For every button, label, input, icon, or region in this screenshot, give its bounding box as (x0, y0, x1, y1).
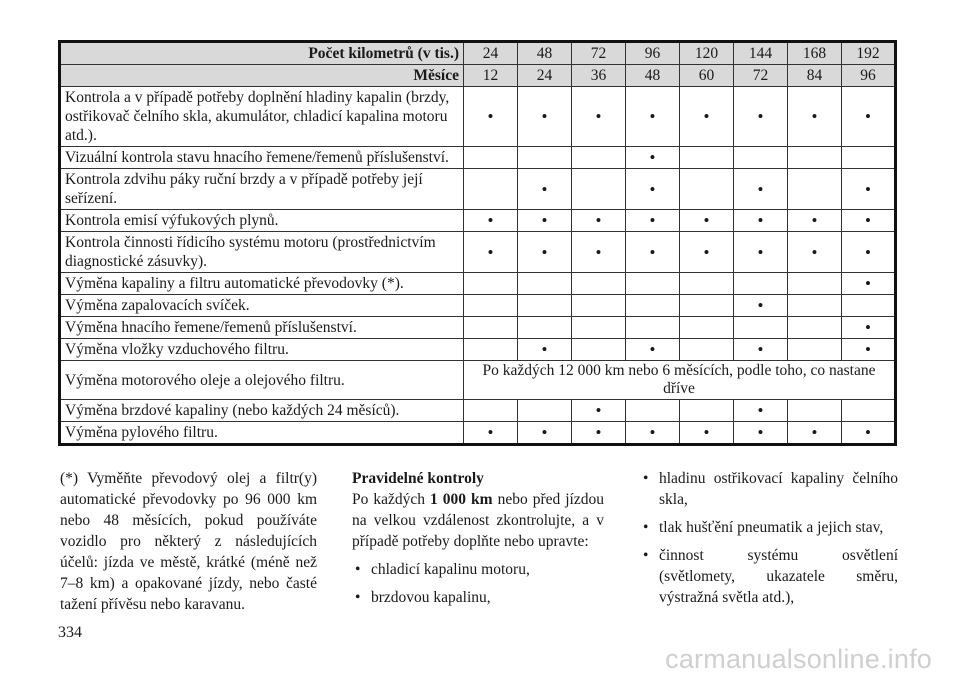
empty-cell (572, 147, 626, 169)
service-due-mark: • (734, 295, 788, 317)
service-item-label: Vizuální kontrola stavu hnacího řemene/řemenů příslušenství. (60, 147, 464, 169)
empty-cell (680, 147, 734, 169)
table-row (60, 400, 896, 422)
empty-cell (464, 273, 518, 295)
month-value: 24 (518, 65, 572, 87)
empty-cell (680, 169, 734, 210)
table-row (60, 147, 896, 169)
service-due-mark: • (626, 147, 680, 169)
service-due-mark: • (626, 232, 680, 273)
periodic-checks-title: Pravidelné kontroly (352, 470, 484, 487)
service-due-mark: • (842, 422, 896, 445)
service-due-mark: • (734, 87, 788, 147)
empty-cell (518, 400, 572, 422)
checks-list-left (352, 559, 604, 608)
service-item-label: Kontrola zdvihu páky ruční brzdy a v případě potřeby její seřízení. (60, 169, 464, 210)
intro-text-start: Po každých (352, 491, 431, 508)
service-due-mark: • (734, 422, 788, 445)
interval-note: Po každých 12 000 km nebo 6 měsících, podle toho, co nastane dříve (464, 361, 896, 400)
table-row (60, 273, 896, 295)
service-due-mark: • (518, 87, 572, 147)
month-value: 96 (842, 65, 896, 87)
list-item: • brzdovou kapalinu, (352, 587, 604, 608)
intro-text-end: nebo před jízdou na velkou vzdálenost zkontrolujte, a v případě potřeby doplňte nebo upravte: (352, 491, 604, 550)
service-due-mark: • (842, 317, 896, 339)
km-value: 144 (734, 42, 788, 65)
periodic-checks-column (352, 468, 604, 615)
schedule-body (60, 42, 896, 445)
empty-cell (464, 317, 518, 339)
km-value: 48 (518, 42, 572, 65)
empty-cell (572, 339, 626, 361)
empty-cell (626, 317, 680, 339)
empty-cell (572, 273, 626, 295)
empty-cell (518, 273, 572, 295)
km-header-label: Počet kilometrů (v tis.) (60, 42, 464, 65)
service-due-mark: • (734, 400, 788, 422)
checks-list-column-right (640, 468, 898, 615)
service-due-mark: • (572, 232, 626, 273)
km-value: 192 (842, 42, 896, 65)
table-row (60, 339, 896, 361)
service-due-mark: • (572, 210, 626, 232)
empty-cell (464, 169, 518, 210)
empty-cell (734, 317, 788, 339)
service-due-mark: • (464, 87, 518, 147)
checks-list-right (640, 468, 898, 608)
service-due-mark: • (572, 400, 626, 422)
empty-cell (680, 339, 734, 361)
service-due-mark: • (680, 87, 734, 147)
table-row (60, 361, 896, 400)
service-due-mark: • (518, 339, 572, 361)
service-due-mark: • (788, 210, 842, 232)
table-row (60, 87, 896, 147)
service-due-mark: • (842, 273, 896, 295)
service-item-label: Kontrola emisí výfukových plynů. (60, 210, 464, 232)
month-value: 72 (734, 65, 788, 87)
empty-cell (464, 339, 518, 361)
service-due-mark: • (626, 210, 680, 232)
service-item-label: Kontrola a v případě potřeby doplnění hladiny kapalin (brzdy, ostřikovač čelního skla, akumulátor, chladicí kapalina motoru atd.). (60, 87, 464, 147)
table-row (60, 295, 896, 317)
month-value: 12 (464, 65, 518, 87)
intro-distance: 1 000 km (430, 491, 493, 508)
list-item: • tlak hušťění pneumatik a jejich stav, (640, 517, 898, 538)
empty-cell (626, 273, 680, 295)
service-item-label: Výměna pylového filtru. (60, 422, 464, 445)
service-due-mark: • (464, 210, 518, 232)
month-value: 36 (572, 65, 626, 87)
empty-cell (788, 317, 842, 339)
empty-cell (842, 400, 896, 422)
service-due-mark: • (464, 232, 518, 273)
month-value: 48 (626, 65, 680, 87)
list-item: • činnost systému osvětlení (světlomety, ukazatele směru, výstražná světla atd.), (640, 545, 898, 608)
empty-cell (788, 273, 842, 295)
service-due-mark: • (680, 422, 734, 445)
km-value: 120 (680, 42, 734, 65)
periodic-checks-intro (352, 489, 604, 552)
empty-cell (680, 400, 734, 422)
service-due-mark: • (842, 87, 896, 147)
service-due-mark: • (518, 210, 572, 232)
table-row (60, 169, 896, 210)
service-due-mark: • (680, 232, 734, 273)
service-due-mark: • (626, 169, 680, 210)
empty-cell (626, 400, 680, 422)
service-due-mark: • (842, 232, 896, 273)
page-number: 334 (58, 624, 82, 641)
table-row (60, 422, 896, 445)
empty-cell (842, 147, 896, 169)
km-value: 96 (626, 42, 680, 65)
table-row (60, 210, 896, 232)
service-item-label: Výměna motorového oleje a olejového filtru. (60, 361, 464, 400)
service-due-mark: • (518, 169, 572, 210)
empty-cell (464, 400, 518, 422)
empty-cell (518, 295, 572, 317)
footnote-text: (*) Vyměňte převodový olej a filtr(y) automatické převodovky po 96 000 km nebo 48 měsících, pokud používáte vozidlo pro některý z následujících účelů: jízda ve městě, krátké (méně než 7–8 km) a opakované jízdy, nebo časté tažení přívěsu nebo karavanu. (60, 470, 317, 613)
watermark-text: carmanualsonline.info (665, 644, 932, 674)
empty-cell (788, 295, 842, 317)
service-due-mark: • (572, 87, 626, 147)
service-due-mark: • (680, 210, 734, 232)
service-item-label: Výměna hnacího řemene/řemenů příslušenství. (60, 317, 464, 339)
empty-cell (626, 295, 680, 317)
empty-cell (518, 317, 572, 339)
maintenance-schedule-table (58, 40, 897, 446)
empty-cell (572, 317, 626, 339)
table-row (60, 317, 896, 339)
empty-cell (788, 400, 842, 422)
empty-cell (788, 147, 842, 169)
month-value: 60 (680, 65, 734, 87)
empty-cell (734, 273, 788, 295)
service-due-mark: • (842, 169, 896, 210)
empty-cell (842, 295, 896, 317)
empty-cell (734, 147, 788, 169)
service-due-mark: • (518, 422, 572, 445)
empty-cell (518, 147, 572, 169)
service-due-mark: • (734, 232, 788, 273)
empty-cell (680, 295, 734, 317)
service-item-label: Výměna zapalovacích svíček. (60, 295, 464, 317)
service-due-mark: • (788, 232, 842, 273)
service-item-label: Výměna vložky vzduchového filtru. (60, 339, 464, 361)
service-due-mark: • (734, 339, 788, 361)
service-due-mark: • (572, 422, 626, 445)
service-due-mark: • (464, 422, 518, 445)
service-due-mark: • (734, 169, 788, 210)
empty-cell (572, 169, 626, 210)
km-value: 168 (788, 42, 842, 65)
month-value: 84 (788, 65, 842, 87)
empty-cell (464, 295, 518, 317)
service-due-mark: • (518, 232, 572, 273)
service-due-mark: • (626, 422, 680, 445)
km-value: 72 (572, 42, 626, 65)
service-item-label: Kontrola činnosti řídicího systému motoru (prostřednictvím diagnostické zásuvky). (60, 232, 464, 273)
empty-cell (572, 295, 626, 317)
empty-cell (464, 147, 518, 169)
km-header-row (60, 42, 896, 65)
km-value: 24 (464, 42, 518, 65)
empty-cell (788, 339, 842, 361)
empty-cell (788, 169, 842, 210)
service-item-label: Výměna kapaliny a filtru automatické převodovky (*). (60, 273, 464, 295)
service-due-mark: • (626, 339, 680, 361)
service-due-mark: • (842, 210, 896, 232)
months-header-row (60, 65, 896, 87)
empty-cell (680, 273, 734, 295)
service-due-mark: • (788, 87, 842, 147)
list-item: • chladicí kapalinu motoru, (352, 559, 604, 580)
service-due-mark: • (842, 339, 896, 361)
table-row (60, 232, 896, 273)
service-item-label: Výměna brzdové kapaliny (nebo každých 24 měsíců). (60, 400, 464, 422)
service-due-mark: • (734, 210, 788, 232)
list-item: • hladinu ostřikovací kapaliny čelního skla, (640, 468, 898, 510)
service-due-mark: • (788, 422, 842, 445)
empty-cell (680, 317, 734, 339)
service-due-mark: • (626, 87, 680, 147)
months-header-label: Měsíce (60, 65, 464, 87)
